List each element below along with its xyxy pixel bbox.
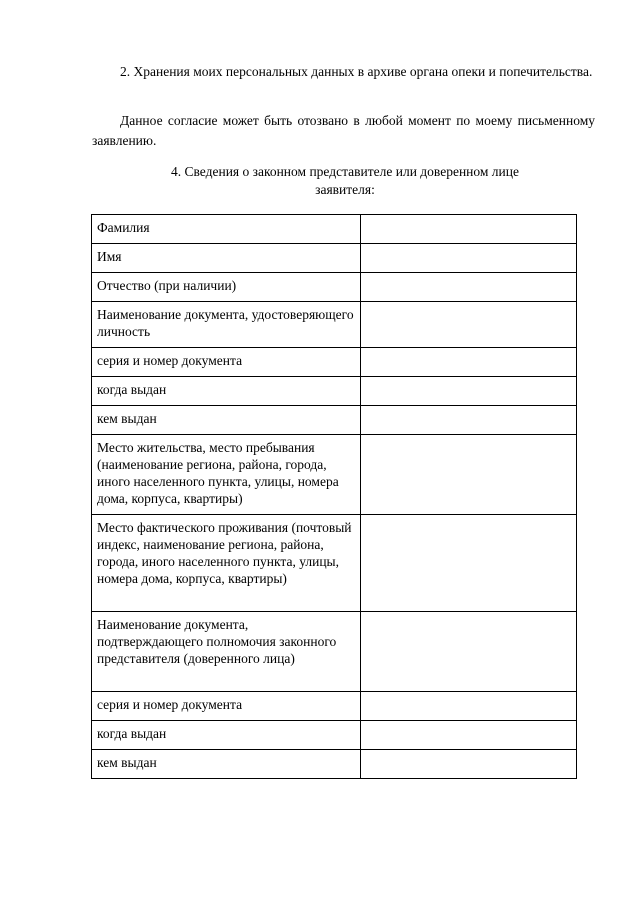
value-cell[interactable] bbox=[361, 302, 577, 348]
section-heading: 4. Сведения о законном представителе или доверенном лице заявителя: bbox=[171, 164, 519, 197]
table-row bbox=[92, 612, 577, 692]
row-label: кем выдан bbox=[92, 406, 361, 435]
value-cell[interactable] bbox=[361, 244, 577, 273]
value-cell[interactable] bbox=[361, 377, 577, 406]
table-row bbox=[92, 273, 577, 302]
row-label: серия и номер документа bbox=[92, 692, 361, 721]
value-cell[interactable] bbox=[361, 692, 577, 721]
table-row bbox=[92, 302, 577, 348]
table-row bbox=[92, 435, 577, 515]
table-row bbox=[92, 515, 577, 612]
row-label: Наименование документа, подтверждающего полномочия законного представителя (доверенного лица) bbox=[92, 612, 361, 692]
row-label: серия и номер документа bbox=[92, 348, 361, 377]
row-label: когда выдан bbox=[92, 377, 361, 406]
table-row bbox=[92, 377, 577, 406]
table-row bbox=[92, 215, 577, 244]
value-cell[interactable] bbox=[361, 515, 577, 612]
value-cell[interactable] bbox=[361, 435, 577, 515]
value-cell[interactable] bbox=[361, 215, 577, 244]
value-cell[interactable] bbox=[361, 273, 577, 302]
value-cell[interactable] bbox=[361, 750, 577, 779]
row-label: кем выдан bbox=[92, 750, 361, 779]
row-label: Имя bbox=[92, 244, 361, 273]
value-cell[interactable] bbox=[361, 348, 577, 377]
row-label: Наименование документа, удостоверяющего личность bbox=[92, 302, 361, 348]
row-label: Место фактического проживания (почтовый индекс, наименование региона, района, города, иного населенного пункта, улицы, номера дома, корпуса, квартиры) bbox=[92, 515, 361, 612]
value-cell[interactable] bbox=[361, 612, 577, 692]
row-label: Отчество (при наличии) bbox=[92, 273, 361, 302]
row-label: Фамилия bbox=[92, 215, 361, 244]
paragraph-consent-revocation: Данное согласие может быть отозвано в любой момент по моему письменному заявлению. bbox=[92, 113, 595, 148]
table-row bbox=[92, 244, 577, 273]
table-row bbox=[92, 692, 577, 721]
value-cell[interactable] bbox=[361, 721, 577, 750]
representative-info-table bbox=[91, 214, 577, 779]
table-row bbox=[92, 348, 577, 377]
table-row bbox=[92, 406, 577, 435]
value-cell[interactable] bbox=[361, 406, 577, 435]
table-row bbox=[92, 721, 577, 750]
row-label: когда выдан bbox=[92, 721, 361, 750]
paragraph-archive-storage: 2. Хранения моих персональных данных в архиве органа опеки и попечительства. bbox=[120, 64, 593, 79]
row-label: Место жительства, место пребывания (наименование региона, района, города, иного населенного пункта, улицы, номера дома, корпуса, квартиры) bbox=[92, 435, 361, 515]
table-row bbox=[92, 750, 577, 779]
